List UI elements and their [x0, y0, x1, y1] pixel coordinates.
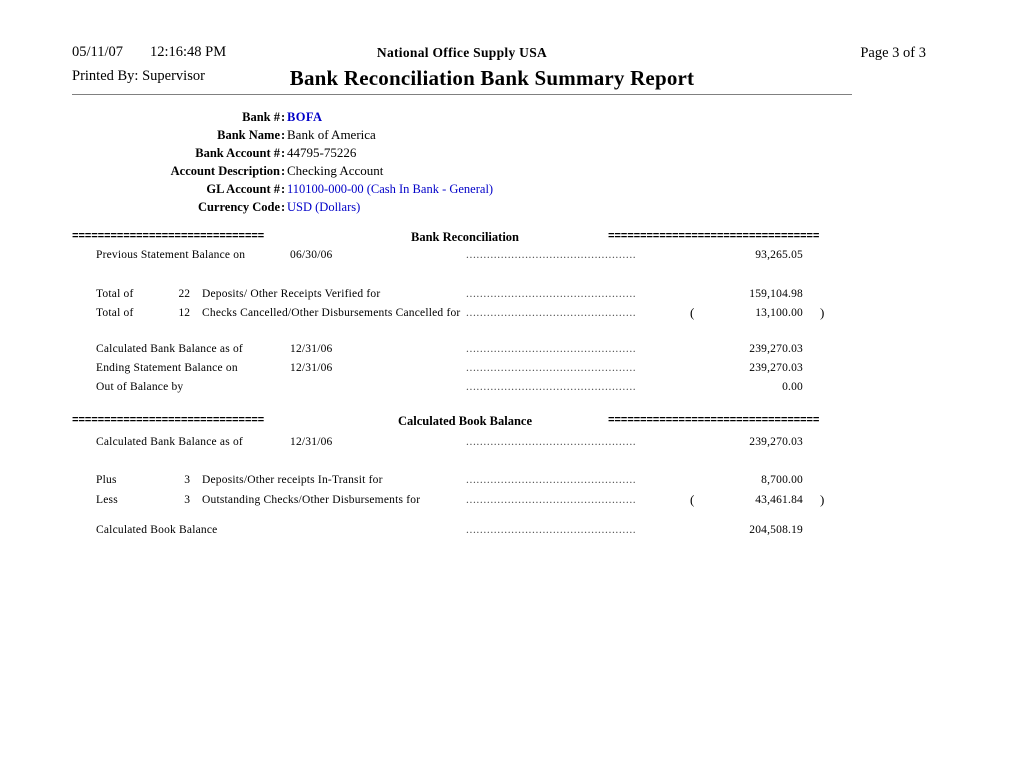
section-rule-right: =================================: [608, 231, 820, 243]
dot-leader: .................................................: [466, 288, 637, 300]
bank-info-value: 110100-000-00 (Cash In Bank - General): [287, 182, 494, 196]
dot-leader: .................................................: [466, 381, 637, 393]
dot-leader: .................................................: [466, 362, 637, 374]
row-label: Calculated Bank Balance as of: [96, 343, 243, 355]
negative-paren-close: ): [820, 492, 825, 507]
bank-info-row: [0, 198, 1024, 216]
section-separator: [0, 229, 1024, 245]
bank-info-colon: :: [281, 200, 286, 214]
bank-info-colon: :: [281, 146, 286, 160]
bank-info-value: BOFA: [287, 110, 323, 124]
row-description: Outstanding Checks/Other Disbursements for: [202, 494, 421, 506]
bank-info-row: [0, 108, 1024, 126]
bank-info-label: Bank #: [242, 110, 280, 124]
bank-info-colon: :: [281, 128, 286, 142]
dot-leader: .................................................: [466, 524, 637, 536]
row-amount: 159,104.98: [749, 288, 803, 300]
bank-info-block: [0, 108, 1024, 216]
bank-info-row: [0, 126, 1024, 144]
bank-info-label: Bank Account #: [195, 146, 280, 160]
row-date: 12/31/06: [290, 362, 333, 374]
row-amount: 13,100.00: [755, 307, 803, 319]
dot-leader: .................................................: [466, 249, 637, 261]
row-amount: 204,508.19: [749, 524, 803, 536]
report-date: 05/11/07: [72, 44, 124, 60]
row-count: 3: [184, 474, 190, 486]
row-amount: 0.00: [782, 381, 803, 393]
row-date: 06/30/06: [290, 249, 333, 261]
dot-leader: .................................................: [466, 307, 637, 319]
report-row: [0, 341, 1024, 357]
bank-info-value: 44795-75226: [287, 145, 357, 160]
section-title: Bank Reconciliation: [411, 230, 519, 244]
page-indicator: Page 3 of 3: [860, 45, 926, 61]
report-row: [0, 360, 1024, 376]
bank-info-label: Currency Code: [197, 200, 280, 214]
report-row: [0, 492, 1024, 508]
negative-paren-close: ): [820, 305, 825, 320]
row-label: Total of: [96, 307, 134, 319]
row-amount: 93,265.05: [755, 249, 803, 261]
report-time: 12:16:48 PM: [150, 44, 227, 60]
row-label: Less: [96, 494, 118, 506]
row-label: Total of: [96, 288, 134, 300]
dot-leader: .................................................: [466, 436, 637, 448]
negative-paren-open: (: [690, 305, 695, 320]
row-label: Ending Statement Balance on: [96, 362, 238, 374]
row-description: Deposits/Other receipts In-Transit for: [202, 474, 383, 486]
row-label: Out of Balance by: [96, 381, 184, 393]
negative-paren-open: (: [690, 492, 695, 507]
row-label: Previous Statement Balance on: [96, 249, 246, 261]
bank-info-label: GL Account #: [206, 182, 280, 196]
row-amount: 43,461.84: [755, 494, 803, 506]
dot-leader: .................................................: [466, 494, 637, 506]
row-label: Calculated Bank Balance as of: [96, 436, 243, 448]
bank-info-value: Bank of America: [287, 127, 376, 142]
row-description: Checks Cancelled/Other Disbursements Cancelled for: [202, 307, 461, 319]
row-amount: 239,270.03: [749, 343, 803, 355]
bank-info-label: Bank Name: [217, 128, 280, 142]
row-description: Deposits/ Other Receipts Verified for: [202, 288, 381, 300]
bank-info-row: [0, 162, 1024, 180]
section-rule-right: =================================: [608, 415, 820, 427]
row-date: 12/31/06: [290, 436, 333, 448]
company-name: National Office Supply USA: [376, 45, 548, 60]
report-row: [0, 286, 1024, 302]
row-count: 22: [178, 288, 190, 300]
printed-by: Printed By: Supervisor: [72, 68, 205, 84]
bank-info-colon: :: [281, 164, 286, 178]
bank-info-value: Checking Account: [287, 163, 384, 178]
section-title: Calculated Book Balance: [397, 414, 533, 428]
page-title: Bank Reconciliation Bank Summary Report: [289, 66, 695, 90]
header-divider: [72, 94, 852, 95]
bank-info-label: Account Description: [170, 164, 280, 178]
bank-info-value: USD (Dollars): [287, 200, 361, 214]
row-label: Plus: [96, 474, 117, 486]
report-row: [0, 522, 1024, 538]
row-amount: 239,270.03: [749, 362, 803, 374]
dot-leader: .................................................: [466, 343, 637, 355]
report-row: [0, 434, 1024, 450]
bank-info-row: [0, 144, 1024, 162]
section-rule-left: ==============================: [72, 231, 265, 243]
dot-leader: .................................................: [466, 474, 637, 486]
row-count: 3: [184, 494, 190, 506]
section-separator: [0, 413, 1024, 429]
section-rule-left: ==============================: [72, 415, 265, 427]
report-row: [0, 305, 1024, 321]
row-label: Calculated Book Balance: [96, 524, 218, 536]
report-row: [0, 472, 1024, 488]
report-row: [0, 379, 1024, 395]
row-date: 12/31/06: [290, 343, 333, 355]
bank-info-colon: :: [281, 110, 286, 124]
row-amount: 8,700.00: [761, 474, 803, 486]
row-count: 12: [178, 307, 190, 319]
report-row: [0, 247, 1024, 263]
bank-info-row: [0, 180, 1024, 198]
bank-info-colon: :: [281, 182, 286, 196]
row-amount: 239,270.03: [749, 436, 803, 448]
